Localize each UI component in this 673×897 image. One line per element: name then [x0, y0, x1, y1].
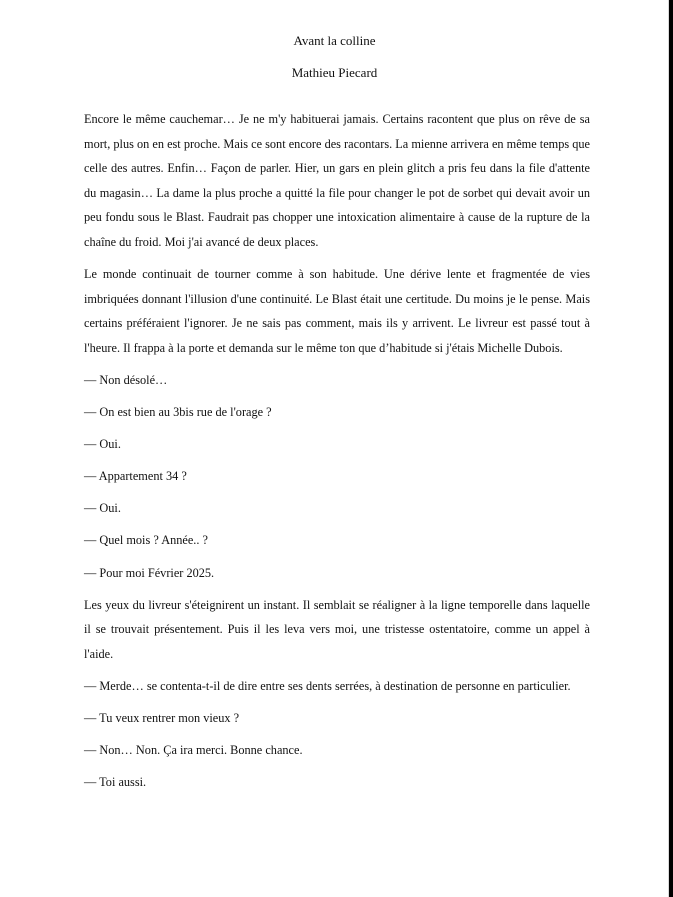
document-body	[84, 107, 590, 802]
document-author: Mathieu Piecard	[291, 65, 378, 80]
dialogue-line: — Pour moi Février 2025.	[84, 565, 215, 580]
dialogue-line: — On est bien au 3bis rue de l'orage ?	[84, 405, 272, 420]
dialogue-line: — Oui.	[84, 501, 121, 516]
dialogue-line: — Non… Non. Ça ira merci. Bonne chance.	[84, 743, 303, 758]
dialogue-line: — Non désolé…	[84, 372, 168, 387]
dialogue-line: — Merde… se contenta-t-il de dire entre ses dents serrées, à destination de personne en particulier.	[84, 678, 571, 693]
paragraph: Le monde continuait de tourner comme à son habitude. Une dérive lente et fragmentée de vies imbriquées donnant l'illusion d'une continuité. Le Blast était une certitude. Du moins je le pense. Mais certains préféraient l'ignorer. Je ne sais pas comment, mais ils y arrivent. Le livreur est passé tout à l'heure. Il frappa à la porte et demanda sur le même ton que d’habitude si j'étais Michelle Dubois.	[84, 267, 590, 355]
paragraph: Encore le même cauchemar… Je ne m'y habituerai jamais. Certains racontent que plus on rêve de sa mort, plus on en est proche. Mais ce sont encore des racontars. La mienne arrivera en même temps que celle des autres. Enfin… Façon de parler. Hier, un gars en plein glitch a pris feu dans la file d'attente du magasin… La dame la plus proche a quitté la file pour changer le pot de sorbet qui devait avoir un peu fondu sous le Blast. Faudrait pas chopper une intoxication alimentaire à cause de la rupture de la chaîne du froid. Moi j'ai avancé de deux places.	[84, 112, 590, 249]
dialogue-line: — Toi aussi.	[84, 775, 147, 790]
dialogue-line: — Oui.	[84, 437, 121, 452]
dialogue-line: — Appartement 34 ?	[84, 469, 187, 484]
dialogue-line: — Tu veux rentrer mon vieux ?	[84, 710, 240, 725]
dialogue-line: — Quel mois ? Année.. ?	[84, 533, 208, 548]
document-title: Avant la colline	[293, 33, 376, 48]
paragraph: Les yeux du livreur s'éteignirent un instant. Il semblait se réaligner à la ligne temporelle dans laquelle il se trouvait présentement. Puis il les leva vers moi, une tristesse ostentatoire, comme un appel à l'aide.	[84, 597, 590, 661]
